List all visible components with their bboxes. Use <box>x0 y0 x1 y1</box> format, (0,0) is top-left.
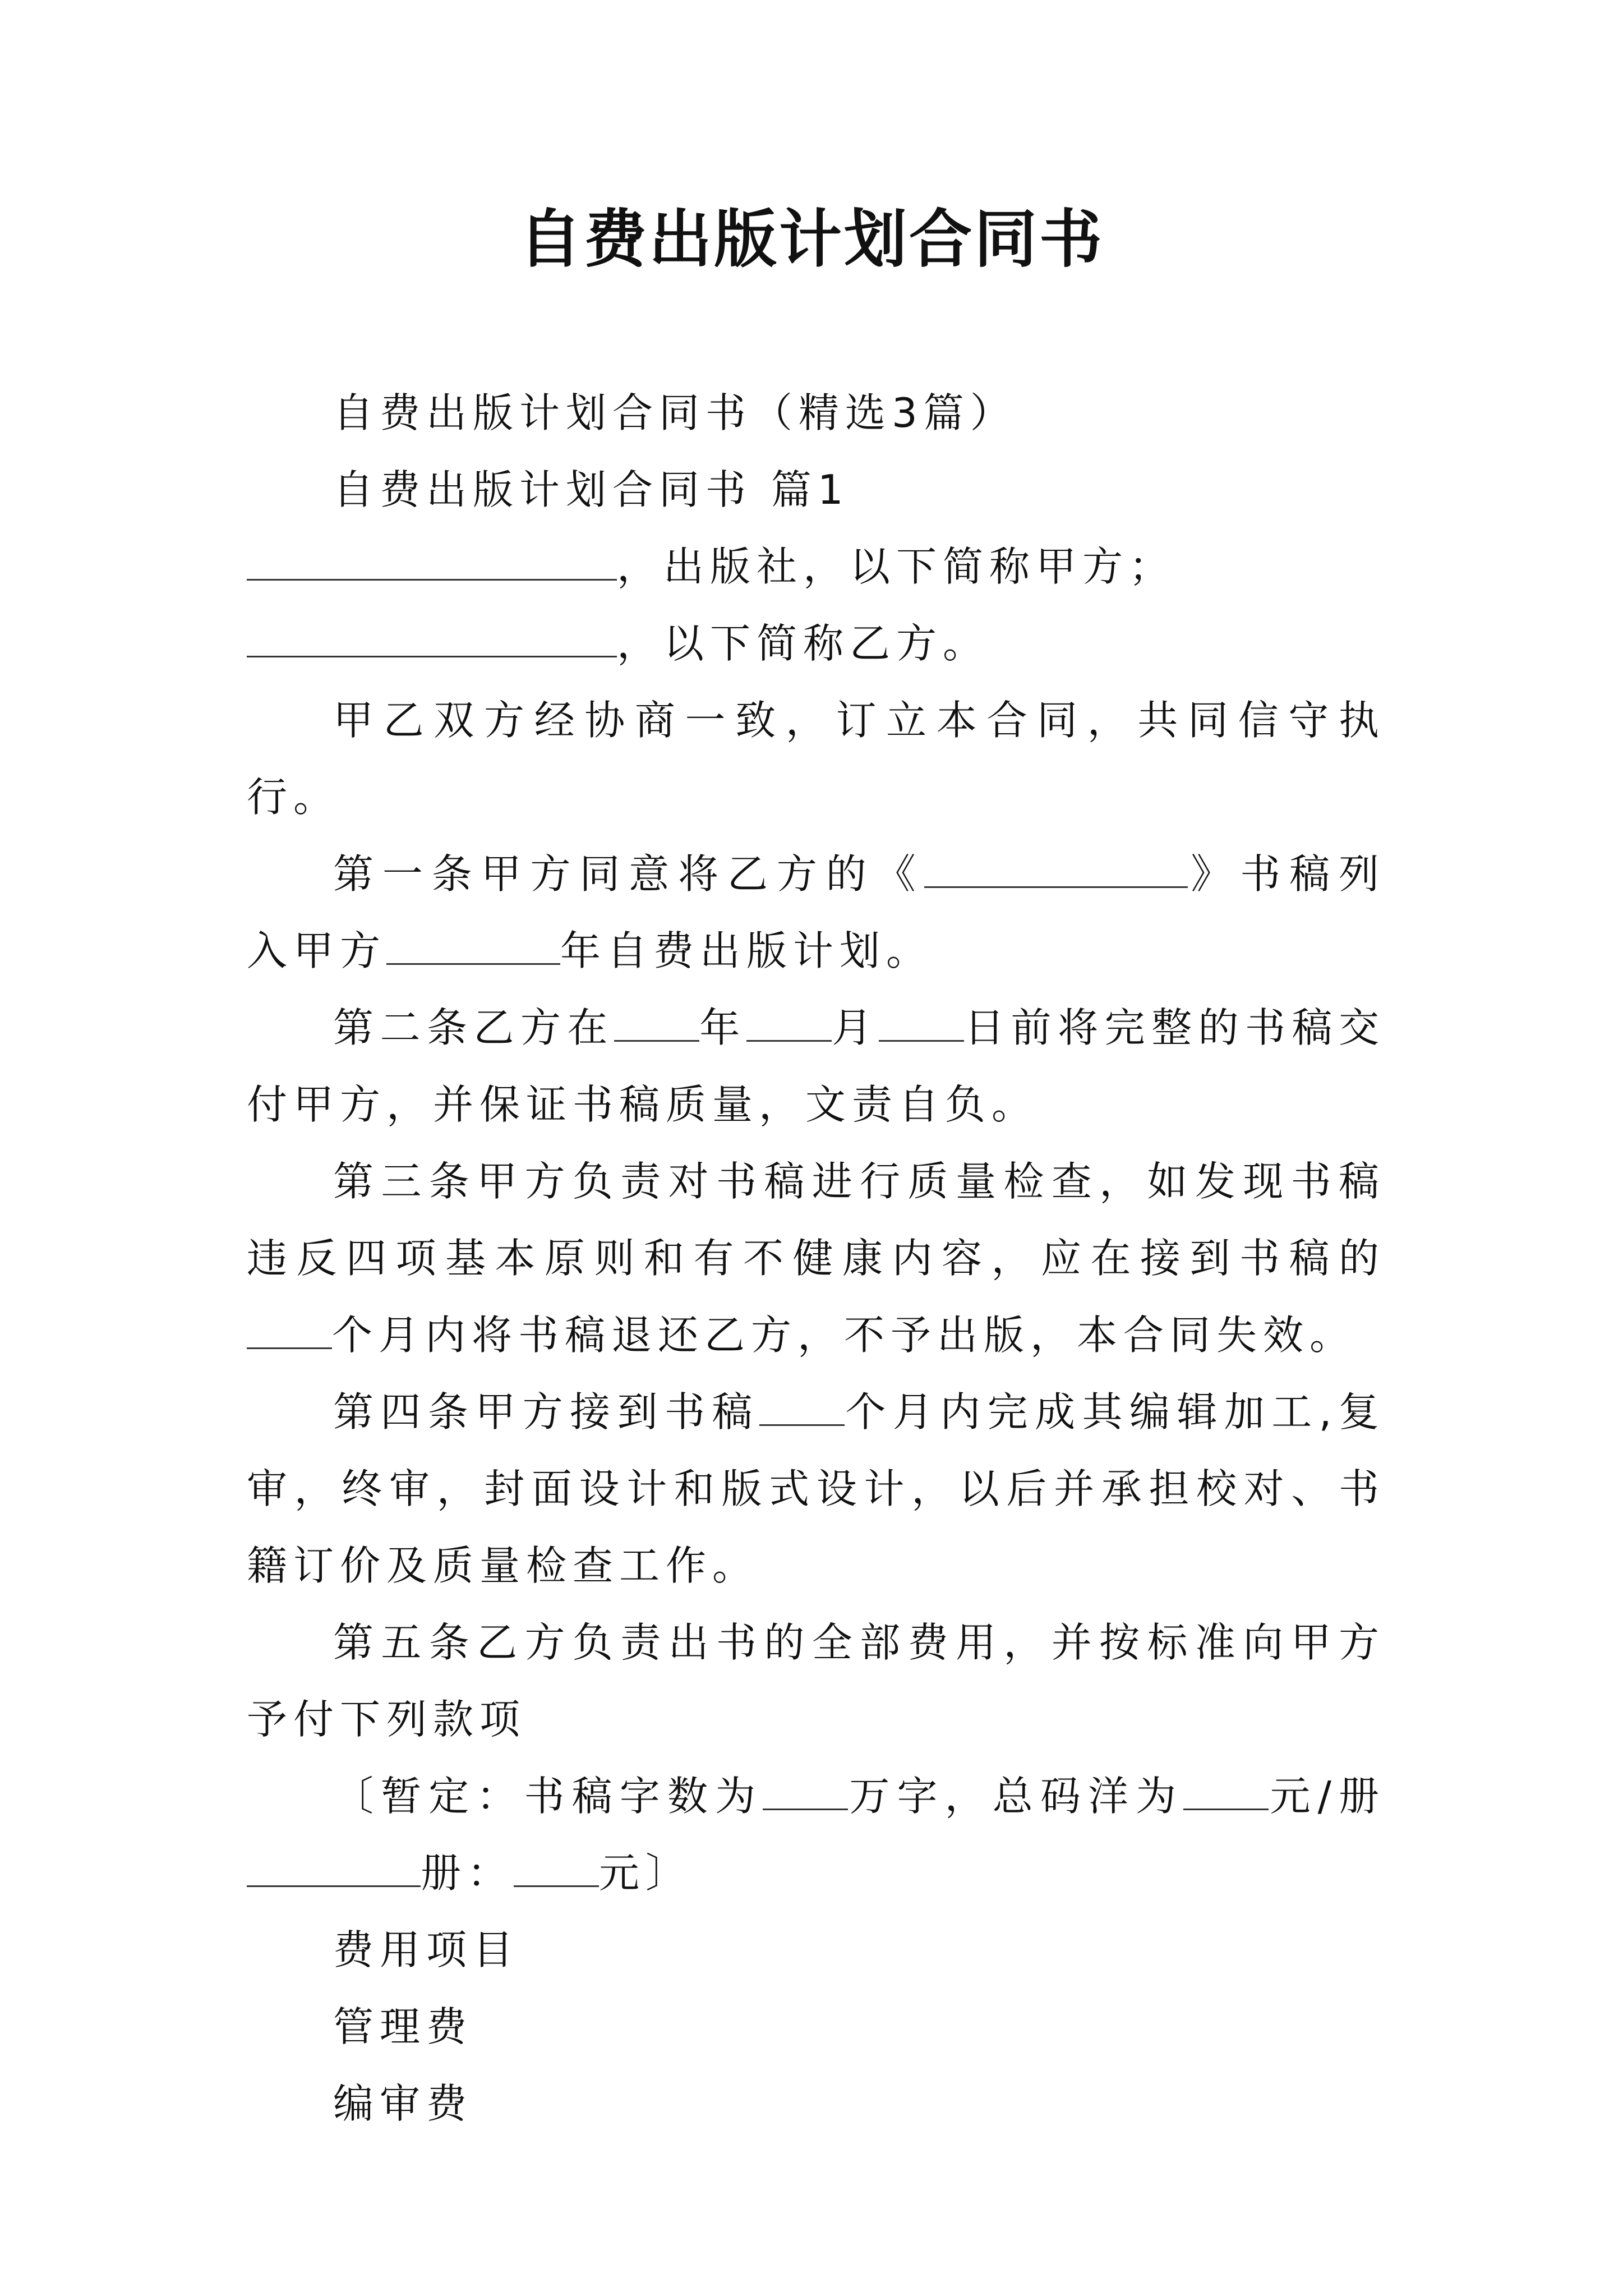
party-b-blank <box>247 619 617 657</box>
document-title: 自费出版计划合同书 <box>519 203 1104 276</box>
price-blank <box>1183 1772 1269 1810</box>
book-title-blank <box>924 850 1188 888</box>
article-2-month: 月 <box>831 1004 879 1051</box>
tentative-text-c: 元/册 <box>1269 1773 1385 1820</box>
article-1 <box>247 836 1385 990</box>
agreement-paragraph: 甲乙双方经协商一致，订立本合同，共同信守执行。 <box>247 697 1385 821</box>
total-blank <box>514 1849 599 1887</box>
year-blank <box>386 927 560 965</box>
tentative-text-d: 册： <box>421 1849 514 1897</box>
subtitle: 自费出版计划合同书（精选3篇） <box>333 389 1017 436</box>
party-a-blank <box>247 542 617 581</box>
article-1-text-b: 》书稿列入甲方 <box>247 850 1385 974</box>
word-count-blank <box>763 1772 848 1810</box>
article-1-text-a: 第一条甲方同意将乙方的《 <box>333 850 925 898</box>
article-3-text-b: 个月内将书稿退还乙方，不予出版，本合同失效。 <box>332 1312 1357 1359</box>
article-2-text-a: 第二条乙方在 <box>333 1004 614 1051</box>
article-3-text-a: 第三条甲方负责对书稿进行质量检查，如发现书稿违反四项基本原则和有不健康内容，应在接到书稿的 <box>247 1158 1385 1282</box>
article-2 <box>247 990 1385 1143</box>
deadline-year-blank <box>614 1004 699 1042</box>
tentative-text-a: 〔暂定：书稿字数为 <box>333 1773 763 1820</box>
tentative-terms <box>247 1758 1385 1912</box>
copies-blank <box>247 1849 421 1887</box>
article-1-text-c: 年自费出版计划。 <box>560 927 933 974</box>
editing-months-blank <box>759 1388 845 1426</box>
article-2-text-b: 日前将完整的书稿交付甲方，并保证书稿质量，文责自负。 <box>247 1004 1385 1128</box>
article-4-text-a: 第四条甲方接到书稿 <box>333 1388 759 1435</box>
article-4 <box>247 1374 1385 1604</box>
fee-item-editing: 编审费 <box>333 2080 473 2127</box>
party-a-text: ，出版社，以下简称甲方； <box>617 543 1176 590</box>
review-months-blank <box>247 1311 332 1349</box>
party-b-line <box>247 605 1385 682</box>
document-body <box>247 375 1385 2142</box>
party-b-text: ，以下简称乙方。 <box>617 620 990 667</box>
fee-item-management: 管理费 <box>333 2003 473 2050</box>
tentative-text-b: 万字，总码洋为 <box>848 1773 1184 1820</box>
article-5: 第五条乙方负责出书的全部费用，并按标准向甲方予付下列款项 <box>247 1619 1385 1743</box>
fee-item-heading: 费用项目 <box>333 1926 520 1973</box>
tentative-text-e: 元〕 <box>599 1849 693 1897</box>
deadline-day-blank <box>879 1004 964 1042</box>
article-2-year: 年 <box>699 1004 746 1051</box>
deadline-month-blank <box>746 1004 832 1042</box>
party-a-line <box>247 528 1385 605</box>
article-3 <box>247 1143 1385 1374</box>
section-heading: 自费出版计划合同书 篇1 <box>333 466 850 513</box>
article-4-text-b: 个月内完成其编辑加工,复审，终审，封面设计和版式设计，以后并承担校对、书籍订价及质量检查工作。 <box>247 1388 1385 1589</box>
